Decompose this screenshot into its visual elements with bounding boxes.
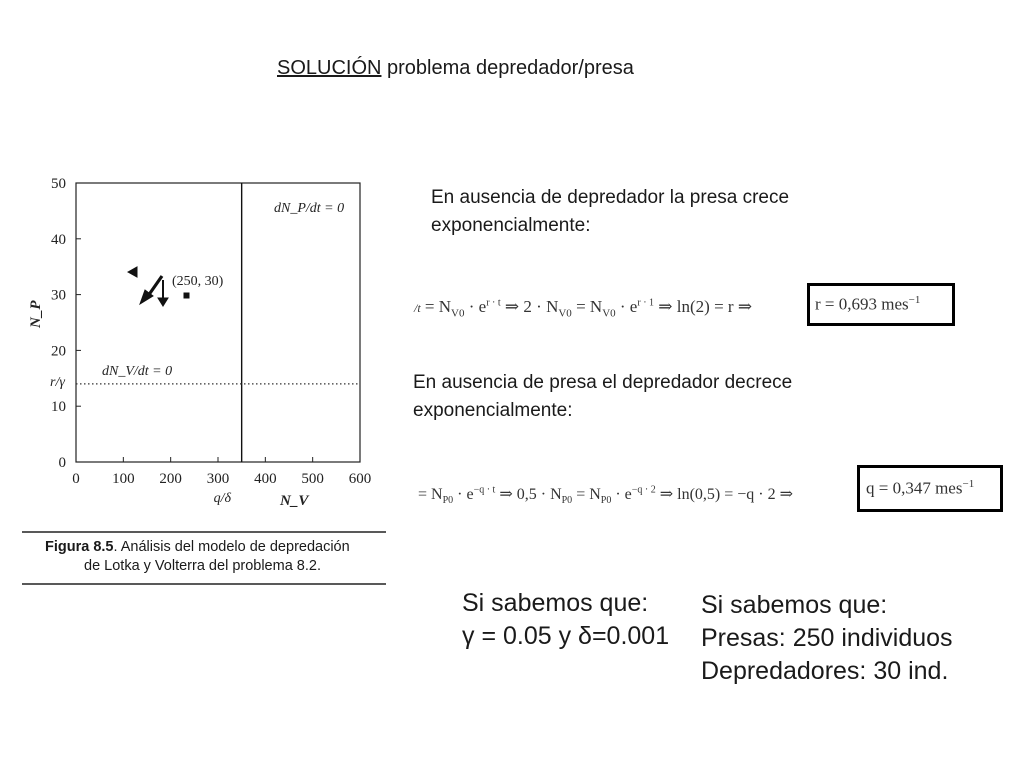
paragraph-predator-line2: exponencialmente:: [413, 400, 573, 421]
given-populations-line2: Presas: 250 individuos: [701, 624, 953, 652]
hline-label: dN_V/dt = 0: [102, 364, 173, 379]
eq2-part2: · e: [457, 486, 474, 503]
caption-bold: Figura 8.5: [45, 539, 114, 555]
paragraph-predator-line1: En ausencia de presa el depredador decrece: [413, 372, 793, 393]
given-parameters-line1: Si sabemos que:: [462, 589, 649, 617]
phase-plane-chart: [20, 165, 390, 595]
y-tick-label: 50: [51, 176, 66, 192]
plot-frame: [76, 183, 360, 462]
eq1-part2: · e: [468, 297, 487, 316]
x-tick-label: 200: [159, 471, 182, 487]
result-r: [815, 294, 920, 315]
equilibrium-point-marker: [184, 293, 189, 298]
caption-line2: de Lotka y Volterra del problema 8.2.: [84, 558, 321, 574]
eq1-part5: · e: [619, 297, 638, 316]
vline-label: dN_P/dt = 0: [274, 201, 345, 216]
eq1-sup2: r · 1: [637, 297, 655, 309]
paragraph-prey-line1: En ausencia de depredador la presa crece: [431, 187, 790, 208]
given-populations-line1: Si sabemos que:: [701, 591, 888, 619]
given-parameters: [462, 587, 669, 653]
paragraph-prey: [431, 184, 789, 240]
y-tick-label: 10: [51, 399, 66, 416]
eq2-part6: ⇒ ln(0,5) = −q · 2 ⇒: [659, 486, 794, 503]
eq2-sup1: −q · t: [473, 484, 496, 496]
equation-prey: [414, 297, 752, 319]
eq1-sub1: V0: [451, 307, 465, 320]
page-title: [277, 57, 634, 80]
result-r-exp: −1: [908, 294, 921, 306]
given-populations: [701, 589, 953, 688]
eq1-lead: /t: [414, 301, 421, 315]
eq2-sup2: −q · 2: [631, 484, 656, 496]
arrow-left-head: [128, 267, 137, 277]
result-q-exp: −1: [962, 478, 975, 490]
eq2-part1: = N: [418, 486, 443, 503]
eq1-sup1: r · t: [486, 297, 501, 309]
x-axis-label: N_V: [280, 493, 309, 509]
x-tick-label: 0: [72, 471, 80, 487]
y-marker-label: r/γ: [50, 374, 65, 390]
y-tick-label: 20: [51, 343, 66, 360]
y-tick-label: 0: [58, 455, 66, 471]
x-marker-label: q/δ: [213, 491, 232, 506]
eq2-part5: · e: [615, 486, 632, 503]
point-label: (250, 30): [172, 274, 224, 289]
paragraph-prey-line2: exponencialmente:: [431, 215, 591, 236]
x-tick-label: 600: [348, 471, 372, 487]
arrow-down-head: [158, 298, 168, 306]
eq1-part6: ⇒ ln(2) = r ⇒: [658, 297, 753, 316]
title-underlined: SOLUCIÓN: [277, 57, 382, 79]
result-q-text: q = 0,347 mes: [866, 478, 963, 498]
eq2-sub1: P0: [442, 495, 454, 507]
y-tick-label: 40: [51, 231, 66, 248]
result-r-text: r = 0,693 mes: [815, 294, 909, 314]
figure-caption: [45, 538, 350, 576]
eq1-sub2: V0: [558, 307, 572, 320]
x-tick-label: 400: [254, 471, 277, 487]
caption-line1: . Análisis del modelo de depredación: [113, 539, 350, 555]
eq1-sub3: V0: [602, 307, 616, 320]
eq1-part4: = N: [576, 297, 603, 316]
eq2-sub3: P0: [600, 495, 612, 507]
given-parameters-line2: γ = 0.05 y δ=0.001: [462, 622, 670, 650]
eq1-part3: ⇒ 2 · N: [504, 297, 559, 316]
eq1-part1: = N: [424, 297, 452, 316]
x-tick-label: 300: [206, 471, 230, 487]
y-axis-label: N_P: [28, 300, 44, 328]
given-populations-line3: Depredadores: 30 ind.: [701, 657, 949, 685]
equation-predator: [418, 484, 793, 506]
arrow-diagonal-shaft: [148, 276, 162, 296]
paragraph-predator: [413, 369, 792, 425]
eq2-part3: ⇒ 0,5 · N: [499, 486, 562, 503]
title-rest: problema depredador/presa: [381, 57, 634, 79]
x-tick-label: 100: [112, 471, 135, 487]
eq2-sub2: P0: [561, 495, 573, 507]
y-tick-label: 30: [51, 287, 66, 304]
result-q: [866, 478, 974, 499]
x-tick-label: 500: [301, 471, 324, 487]
eq2-part4: = N: [576, 486, 601, 503]
